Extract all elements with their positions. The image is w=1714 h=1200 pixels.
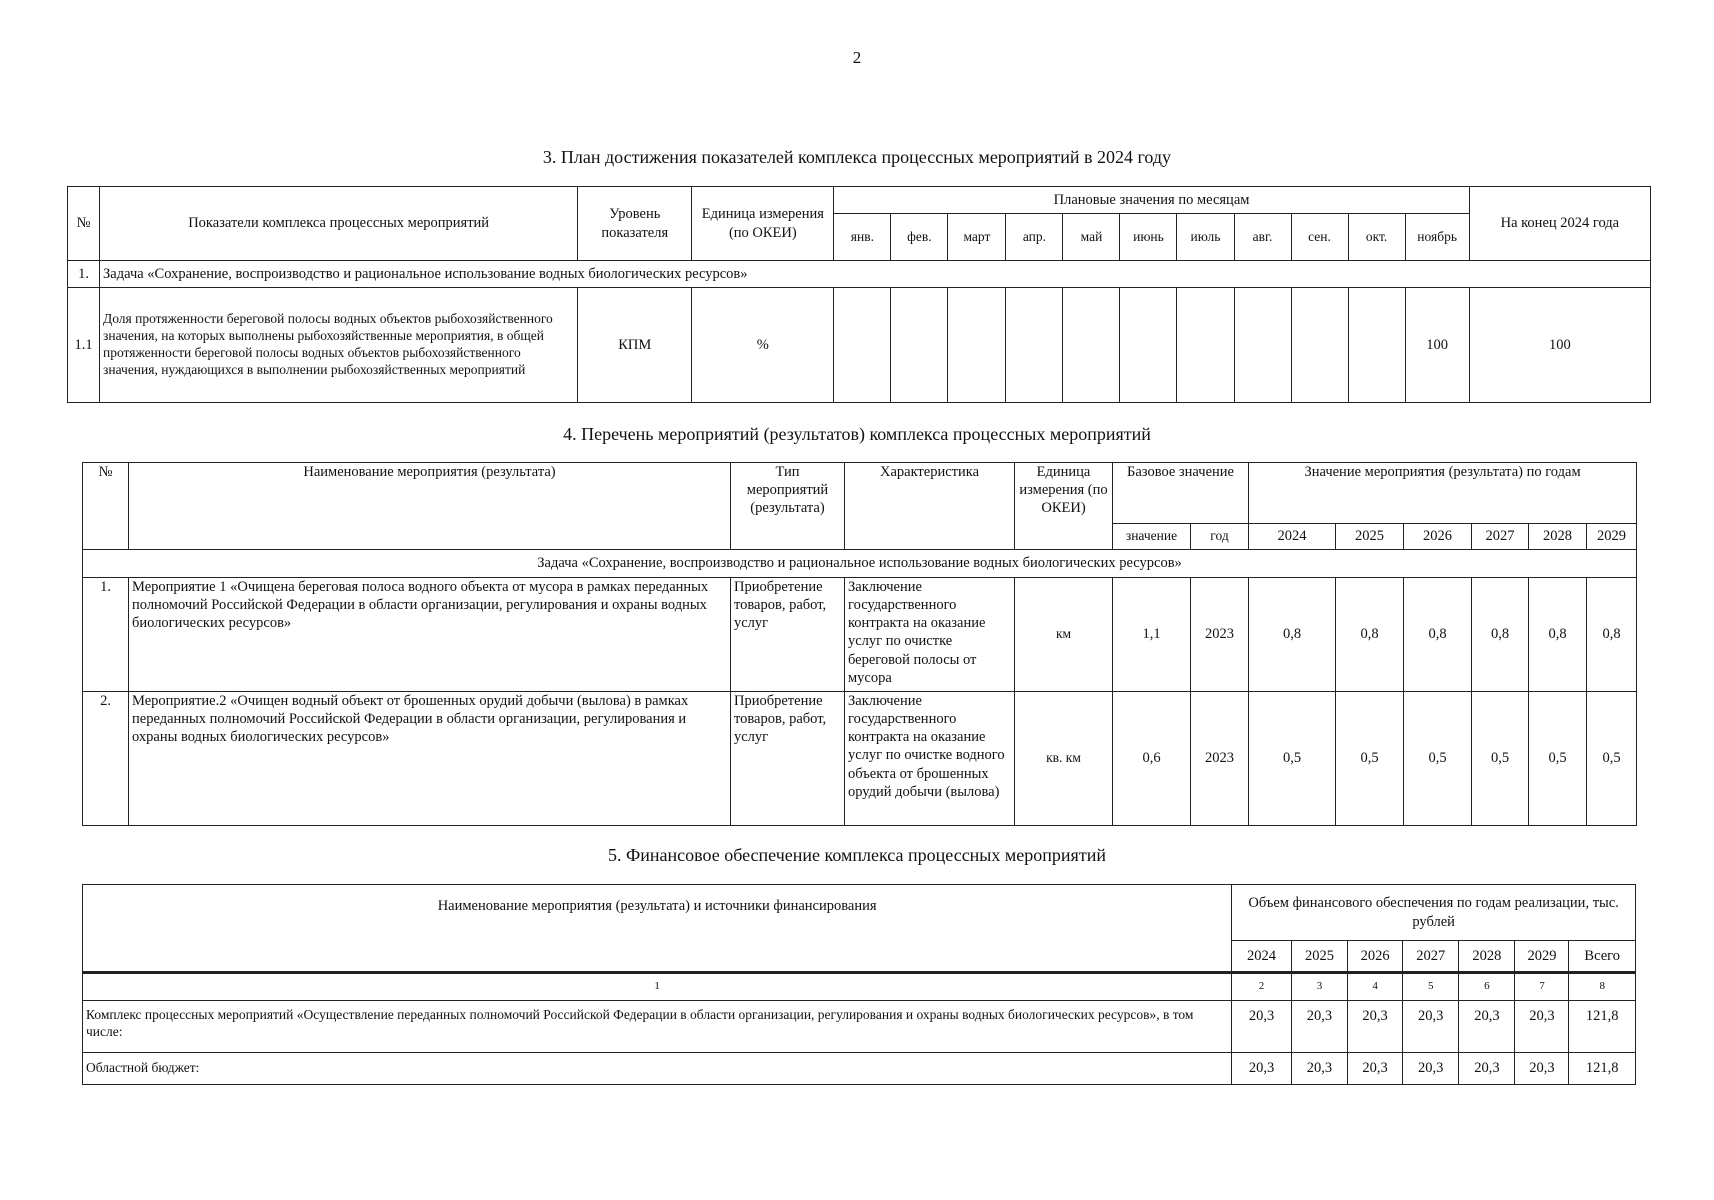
s3-month-header: июль <box>1177 214 1234 261</box>
s4-year-header: 2028 <box>1529 524 1587 550</box>
s3-row-month-value <box>1177 288 1234 403</box>
s3-month-header: авг. <box>1234 214 1291 261</box>
section4-title: 4. Перечень мероприятий (результатов) комплекса процессных мероприятий <box>563 424 1151 444</box>
s4-year-header: 2025 <box>1336 524 1404 550</box>
s3-month-header: ноябрь <box>1405 214 1469 261</box>
s4-row-unit: км <box>1015 578 1113 692</box>
s4-row-name: Мероприятие.2 «Очищен водный объект от брошенных орудий добычи (вылова) в рамках переданных полномочий Российской Федерации в области организации, регулирования и охраны водных биологических ресурсов» <box>129 692 731 826</box>
s3-row-month-value <box>1234 288 1291 403</box>
table-row <box>83 692 1637 826</box>
s4-row-year-value: 0,8 <box>1336 578 1404 692</box>
s3-row-month-value <box>1348 288 1405 403</box>
s3-row-level: КПМ <box>578 288 692 403</box>
s4-row-base-value: 1,1 <box>1113 578 1191 692</box>
s4-row-type: Приобретение товаров, работ, услуг <box>731 692 845 826</box>
s5-row-total: 121,8 <box>1569 1053 1636 1085</box>
s5-col-number: 7 <box>1515 973 1569 1001</box>
s5-row-value: 20,3 <box>1459 1053 1515 1085</box>
s4-row-year-value: 0,8 <box>1472 578 1529 692</box>
s3-row-month-value <box>1291 288 1348 403</box>
s4-row-base-year: 2023 <box>1191 692 1249 826</box>
s3-row-month-value <box>1006 288 1063 403</box>
s5-col-number: 4 <box>1348 973 1403 1001</box>
s4-year-header: 2027 <box>1472 524 1529 550</box>
s3-row-month-value <box>1120 288 1177 403</box>
s3-month-header: апр. <box>1006 214 1063 261</box>
table-row <box>83 1053 1636 1085</box>
s5-year-header: 2025 <box>1291 941 1347 973</box>
s3-month-header: июнь <box>1120 214 1177 261</box>
s3-row-unit: % <box>692 288 834 403</box>
s3-row-name: Доля протяженности береговой полосы водных объектов рыбохозяйственного значения, на которых выполнены рыбохозяйственные мероприятия, в общей протяженности береговой полосы водных объектов рыбохозяйственного значения, нуждающихся в выполнении рыбохозяйственных мероприятий <box>100 288 578 403</box>
s4-row-base-value: 0,6 <box>1113 692 1191 826</box>
s5-year-header-total: Всего <box>1569 941 1636 973</box>
table-row <box>83 578 1637 692</box>
s4-row-num: 2. <box>83 692 129 826</box>
s4-row-year-value: 0,8 <box>1587 578 1637 692</box>
s3-row-year-end: 100 <box>1469 288 1650 403</box>
s3-header-num: № <box>68 187 100 261</box>
s3-header-unit: Единица измерения (по ОКЕИ) <box>692 187 834 261</box>
s4-row-type: Приобретение товаров, работ, услуг <box>731 578 845 692</box>
s3-row-month-value: 100 <box>1405 288 1469 403</box>
table-row <box>83 1001 1636 1053</box>
s4-row-year-value: 0,5 <box>1404 692 1472 826</box>
section4-table <box>82 462 1637 826</box>
s5-row-value: 20,3 <box>1459 1001 1515 1053</box>
s5-year-header: 2024 <box>1232 941 1292 973</box>
page-number: 2 <box>852 48 862 67</box>
s5-row-value: 20,3 <box>1348 1001 1403 1053</box>
s3-header-level: Уровень показателя <box>578 187 692 261</box>
s4-row-characteristic: Заключение государственного контракта на оказание услуг по очистке береговой полосы от мусора <box>845 578 1015 692</box>
section3-title: 3. План достижения показателей комплекса процессных мероприятий в 2024 году <box>542 147 1172 167</box>
s3-row-num: 1.1 <box>68 288 100 403</box>
s5-header-name <box>83 885 1232 973</box>
s5-col-number: 2 <box>1232 973 1292 1001</box>
s3-month-header: сен. <box>1291 214 1348 261</box>
s4-header-num: № <box>83 463 129 550</box>
s5-header-name-text: Наименование мероприятия (результата) и источники финансирования <box>437 898 877 914</box>
s4-row-year-value: 0,8 <box>1404 578 1472 692</box>
s5-col-number: 3 <box>1291 973 1347 1001</box>
s5-row-total: 121,8 <box>1569 1001 1636 1053</box>
s5-row-value: 20,3 <box>1403 1053 1459 1085</box>
s4-header-characteristic: Характеристика <box>845 463 1015 550</box>
s5-row-value: 20,3 <box>1348 1053 1403 1085</box>
s5-row-value: 20,3 <box>1232 1001 1292 1053</box>
s3-row-month-value <box>1063 288 1120 403</box>
s3-row-month-value <box>834 288 891 403</box>
s4-row-year-value: 0,5 <box>1587 692 1637 826</box>
s4-row-base-year: 2023 <box>1191 578 1249 692</box>
s4-header-base-value: значение <box>1113 524 1191 550</box>
table-row <box>68 288 1651 403</box>
s4-year-header: 2026 <box>1404 524 1472 550</box>
s5-row-name: Комплекс процессных мероприятий «Осуществление переданных полномочий Российской Федерации в области организации, регулирования и охраны водных биологических ресурсов», в том числе: <box>83 1001 1232 1053</box>
s3-task-num: 1. <box>68 261 100 288</box>
s3-row-month-value <box>948 288 1006 403</box>
s4-row-year-value: 0,8 <box>1529 578 1587 692</box>
s4-row-year-value: 0,5 <box>1472 692 1529 826</box>
s5-year-header: 2029 <box>1515 941 1569 973</box>
s3-month-header: окт. <box>1348 214 1405 261</box>
s4-row-year-value: 0,8 <box>1249 578 1336 692</box>
s5-row-value: 20,3 <box>1403 1001 1459 1053</box>
s3-task-text: Задача «Сохранение, воспроизводство и рациональное использование водных биологических ресурсов» <box>100 261 1651 288</box>
s4-row-year-value: 0,5 <box>1336 692 1404 826</box>
s5-col-number: 8 <box>1569 973 1636 1001</box>
s4-row-num: 1. <box>83 578 129 692</box>
s5-col-number: 1 <box>83 973 1232 1001</box>
s5-row-value: 20,3 <box>1291 1001 1347 1053</box>
s4-row-unit: кв. км <box>1015 692 1113 826</box>
s4-row-year-value: 0,5 <box>1529 692 1587 826</box>
s5-col-number: 6 <box>1459 973 1515 1001</box>
s4-header-name: Наименование мероприятия (результата) <box>129 463 731 550</box>
s4-task-row: Задача «Сохранение, воспроизводство и рациональное использование водных биологических ресурсов» <box>83 550 1637 578</box>
s3-month-header: май <box>1063 214 1120 261</box>
s5-row-value: 20,3 <box>1515 1001 1569 1053</box>
s4-header-base: Базовое значение <box>1113 463 1249 524</box>
section5-title: 5. Финансовое обеспечение комплекса процессных мероприятий <box>608 845 1106 865</box>
s5-row-value: 20,3 <box>1515 1053 1569 1085</box>
s4-header-unit: Единица измерения (по ОКЕИ) <box>1015 463 1113 550</box>
s3-month-header: фев. <box>891 214 948 261</box>
s4-header-base-year: год <box>1191 524 1249 550</box>
s5-year-header: 2027 <box>1403 941 1459 973</box>
s5-year-header: 2028 <box>1459 941 1515 973</box>
s5-row-value: 20,3 <box>1291 1053 1347 1085</box>
s3-month-header: март <box>948 214 1006 261</box>
s3-month-header: янв. <box>834 214 891 261</box>
section3-table <box>67 186 1651 403</box>
s3-row-month-value <box>891 288 948 403</box>
s5-row-name: Областной бюджет: <box>83 1053 1232 1085</box>
section5-table <box>82 884 1636 1085</box>
s4-header-values-by-year: Значение мероприятия (результата) по годам <box>1249 463 1637 524</box>
s5-header-volume: Объем финансового обеспечения по годам реализации, тыс. рублей <box>1232 885 1636 941</box>
s5-year-header: 2026 <box>1348 941 1403 973</box>
s4-row-characteristic: Заключение государственного контракта на оказание услуг по очистке водного объекта от брошенных орудий добычи (вылова) <box>845 692 1015 826</box>
s5-col-number: 5 <box>1403 973 1459 1001</box>
s4-year-header: 2024 <box>1249 524 1336 550</box>
s3-header-year-end: На конец 2024 года <box>1469 187 1650 261</box>
s4-row-year-value: 0,5 <box>1249 692 1336 826</box>
s4-year-header: 2029 <box>1587 524 1637 550</box>
s4-row-name: Мероприятие 1 «Очищена береговая полоса водного объекта от мусора в рамках переданных полномочий Российской Федерации в области организации, регулирования и охраны водных биологических ресурсов» <box>129 578 731 692</box>
s5-row-value: 20,3 <box>1232 1053 1292 1085</box>
s4-header-type: Тип мероприятий (результата) <box>731 463 845 550</box>
s3-header-indicator: Показатели комплекса процессных мероприятий <box>100 187 578 261</box>
s3-header-planned: Плановые значения по месяцам <box>834 187 1469 214</box>
